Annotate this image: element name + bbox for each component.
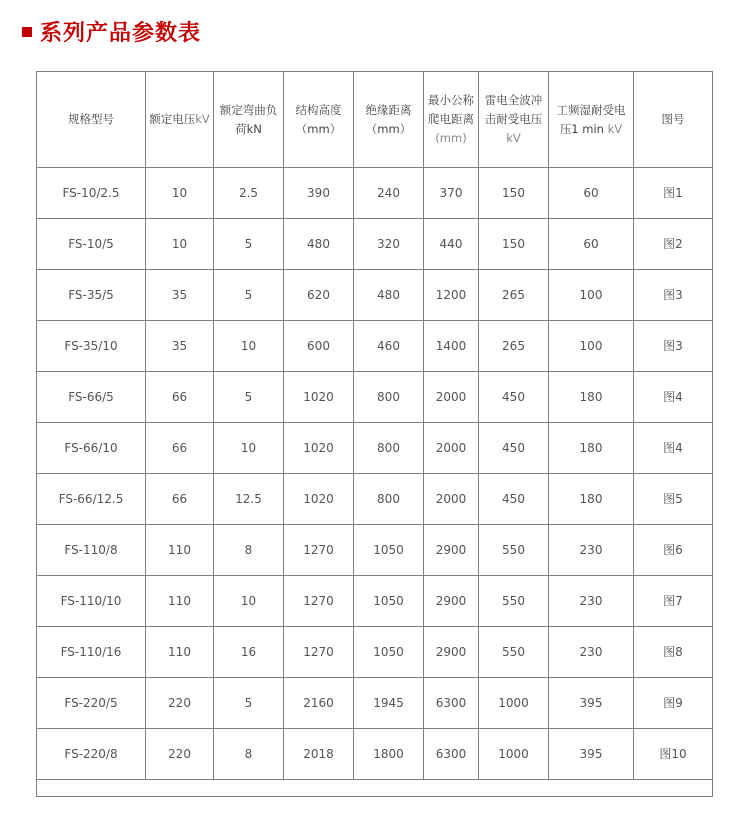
cell-bending-load: 5 <box>214 372 284 423</box>
cell-creepage-distance: 2900 <box>424 525 479 576</box>
page-title-row <box>22 14 201 48</box>
table-row <box>37 678 713 729</box>
cell-model: FS-35/10 <box>37 321 146 372</box>
cell-structure-height: 1270 <box>284 576 354 627</box>
cell-figure: 图6 <box>634 525 713 576</box>
cell-insulation-distance: 800 <box>354 423 424 474</box>
header-power-frequency: 工频湿耐受电 压1 min kV <box>549 72 634 168</box>
cell-rated-voltage: 10 <box>146 219 214 270</box>
page-title: 系列产品参数表 <box>40 20 202 46</box>
cell-power-frequency: 180 <box>549 474 634 525</box>
cell-rated-voltage: 220 <box>146 729 214 780</box>
cell-creepage-distance: 370 <box>424 168 479 219</box>
cell-bending-load: 5 <box>214 219 284 270</box>
table-row <box>37 219 713 270</box>
cell-creepage-distance: 2000 <box>424 423 479 474</box>
parameter-table <box>36 71 713 797</box>
table-row <box>37 321 713 372</box>
cell-bending-load: 10 <box>214 321 284 372</box>
header-model: 规格型号 <box>37 72 146 168</box>
cell-rated-voltage: 35 <box>146 321 214 372</box>
cell-structure-height: 1270 <box>284 525 354 576</box>
cell-rated-voltage: 66 <box>146 423 214 474</box>
cell-figure: 图3 <box>634 321 713 372</box>
cell-bending-load: 12.5 <box>214 474 284 525</box>
table-header-row <box>37 72 713 168</box>
cell-rated-voltage: 66 <box>146 474 214 525</box>
cell-structure-height: 1020 <box>284 423 354 474</box>
cell-model: FS-110/8 <box>37 525 146 576</box>
cell-power-frequency: 100 <box>549 270 634 321</box>
cell-creepage-distance: 1200 <box>424 270 479 321</box>
cell-power-frequency: 60 <box>549 168 634 219</box>
header-insulation-distance: 绝缘距离 （mm） <box>354 72 424 168</box>
cell-insulation-distance: 320 <box>354 219 424 270</box>
cell-power-frequency: 180 <box>549 372 634 423</box>
cell-power-frequency: 60 <box>549 219 634 270</box>
cell-creepage-distance: 2000 <box>424 474 479 525</box>
empty-footer-cell <box>37 780 713 797</box>
cell-insulation-distance: 800 <box>354 372 424 423</box>
cell-creepage-distance: 1400 <box>424 321 479 372</box>
title-bullet-icon <box>22 27 32 37</box>
cell-insulation-distance: 1050 <box>354 627 424 678</box>
cell-bending-load: 10 <box>214 423 284 474</box>
cell-insulation-distance: 1800 <box>354 729 424 780</box>
cell-rated-voltage: 35 <box>146 270 214 321</box>
cell-figure: 图10 <box>634 729 713 780</box>
cell-creepage-distance: 2900 <box>424 576 479 627</box>
cell-figure: 图4 <box>634 372 713 423</box>
cell-power-frequency: 180 <box>549 423 634 474</box>
cell-power-frequency: 395 <box>549 678 634 729</box>
cell-figure: 图9 <box>634 678 713 729</box>
cell-lightning-impulse: 550 <box>479 525 549 576</box>
cell-model: FS-35/5 <box>37 270 146 321</box>
cell-model: FS-110/10 <box>37 576 146 627</box>
cell-creepage-distance: 6300 <box>424 678 479 729</box>
header-rated-voltage: 额定电压kV <box>146 72 214 168</box>
cell-insulation-distance: 240 <box>354 168 424 219</box>
cell-structure-height: 1270 <box>284 627 354 678</box>
cell-lightning-impulse: 1000 <box>479 678 549 729</box>
cell-figure: 图8 <box>634 627 713 678</box>
cell-figure: 图1 <box>634 168 713 219</box>
cell-bending-load: 16 <box>214 627 284 678</box>
table-row <box>37 576 713 627</box>
cell-model: FS-66/5 <box>37 372 146 423</box>
cell-model: FS-110/16 <box>37 627 146 678</box>
cell-structure-height: 2160 <box>284 678 354 729</box>
table-row <box>37 423 713 474</box>
cell-lightning-impulse: 550 <box>479 627 549 678</box>
cell-insulation-distance: 460 <box>354 321 424 372</box>
cell-creepage-distance: 2000 <box>424 372 479 423</box>
cell-creepage-distance: 6300 <box>424 729 479 780</box>
cell-model: FS-66/12.5 <box>37 474 146 525</box>
cell-power-frequency: 230 <box>549 627 634 678</box>
cell-model: FS-66/10 <box>37 423 146 474</box>
cell-structure-height: 2018 <box>284 729 354 780</box>
cell-model: FS-220/8 <box>37 729 146 780</box>
table-row <box>37 372 713 423</box>
table-row <box>37 525 713 576</box>
cell-rated-voltage: 110 <box>146 627 214 678</box>
cell-lightning-impulse: 265 <box>479 270 549 321</box>
cell-lightning-impulse: 150 <box>479 219 549 270</box>
cell-creepage-distance: 440 <box>424 219 479 270</box>
cell-lightning-impulse: 265 <box>479 321 549 372</box>
cell-model: FS-10/5 <box>37 219 146 270</box>
cell-structure-height: 1020 <box>284 372 354 423</box>
cell-structure-height: 1020 <box>284 474 354 525</box>
cell-lightning-impulse: 450 <box>479 423 549 474</box>
cell-bending-load: 8 <box>214 525 284 576</box>
header-creepage-distance: 最小公称 爬电距离 (mm) <box>424 72 479 168</box>
cell-lightning-impulse: 450 <box>479 474 549 525</box>
header-lightning-impulse: 雷电全波冲 击耐受电压 kV <box>479 72 549 168</box>
cell-power-frequency: 230 <box>549 576 634 627</box>
cell-structure-height: 390 <box>284 168 354 219</box>
cell-insulation-distance: 1050 <box>354 525 424 576</box>
cell-figure: 图5 <box>634 474 713 525</box>
cell-power-frequency: 100 <box>549 321 634 372</box>
cell-insulation-distance: 480 <box>354 270 424 321</box>
cell-bending-load: 8 <box>214 729 284 780</box>
table-row <box>37 729 713 780</box>
cell-bending-load: 2.5 <box>214 168 284 219</box>
table-row <box>37 474 713 525</box>
table-row <box>37 168 713 219</box>
cell-creepage-distance: 2900 <box>424 627 479 678</box>
table-row <box>37 270 713 321</box>
cell-power-frequency: 395 <box>549 729 634 780</box>
cell-model: FS-10/2.5 <box>37 168 146 219</box>
cell-rated-voltage: 66 <box>146 372 214 423</box>
cell-lightning-impulse: 1000 <box>479 729 549 780</box>
cell-rated-voltage: 110 <box>146 525 214 576</box>
cell-lightning-impulse: 150 <box>479 168 549 219</box>
cell-figure: 图3 <box>634 270 713 321</box>
cell-structure-height: 600 <box>284 321 354 372</box>
cell-bending-load: 5 <box>214 270 284 321</box>
cell-figure: 图2 <box>634 219 713 270</box>
cell-lightning-impulse: 550 <box>479 576 549 627</box>
cell-power-frequency: 230 <box>549 525 634 576</box>
header-structure-height: 结构高度 （mm） <box>284 72 354 168</box>
cell-model: FS-220/5 <box>37 678 146 729</box>
cell-lightning-impulse: 450 <box>479 372 549 423</box>
cell-rated-voltage: 220 <box>146 678 214 729</box>
cell-insulation-distance: 800 <box>354 474 424 525</box>
cell-structure-height: 620 <box>284 270 354 321</box>
header-figure: 图号 <box>634 72 713 168</box>
cell-structure-height: 480 <box>284 219 354 270</box>
cell-rated-voltage: 110 <box>146 576 214 627</box>
cell-bending-load: 10 <box>214 576 284 627</box>
header-bending-load: 额定弯曲负 荷kN <box>214 72 284 168</box>
cell-insulation-distance: 1945 <box>354 678 424 729</box>
table-row <box>37 627 713 678</box>
cell-figure: 图4 <box>634 423 713 474</box>
table-empty-footer-row <box>37 780 713 797</box>
cell-bending-load: 5 <box>214 678 284 729</box>
cell-figure: 图7 <box>634 576 713 627</box>
cell-insulation-distance: 1050 <box>354 576 424 627</box>
cell-rated-voltage: 10 <box>146 168 214 219</box>
